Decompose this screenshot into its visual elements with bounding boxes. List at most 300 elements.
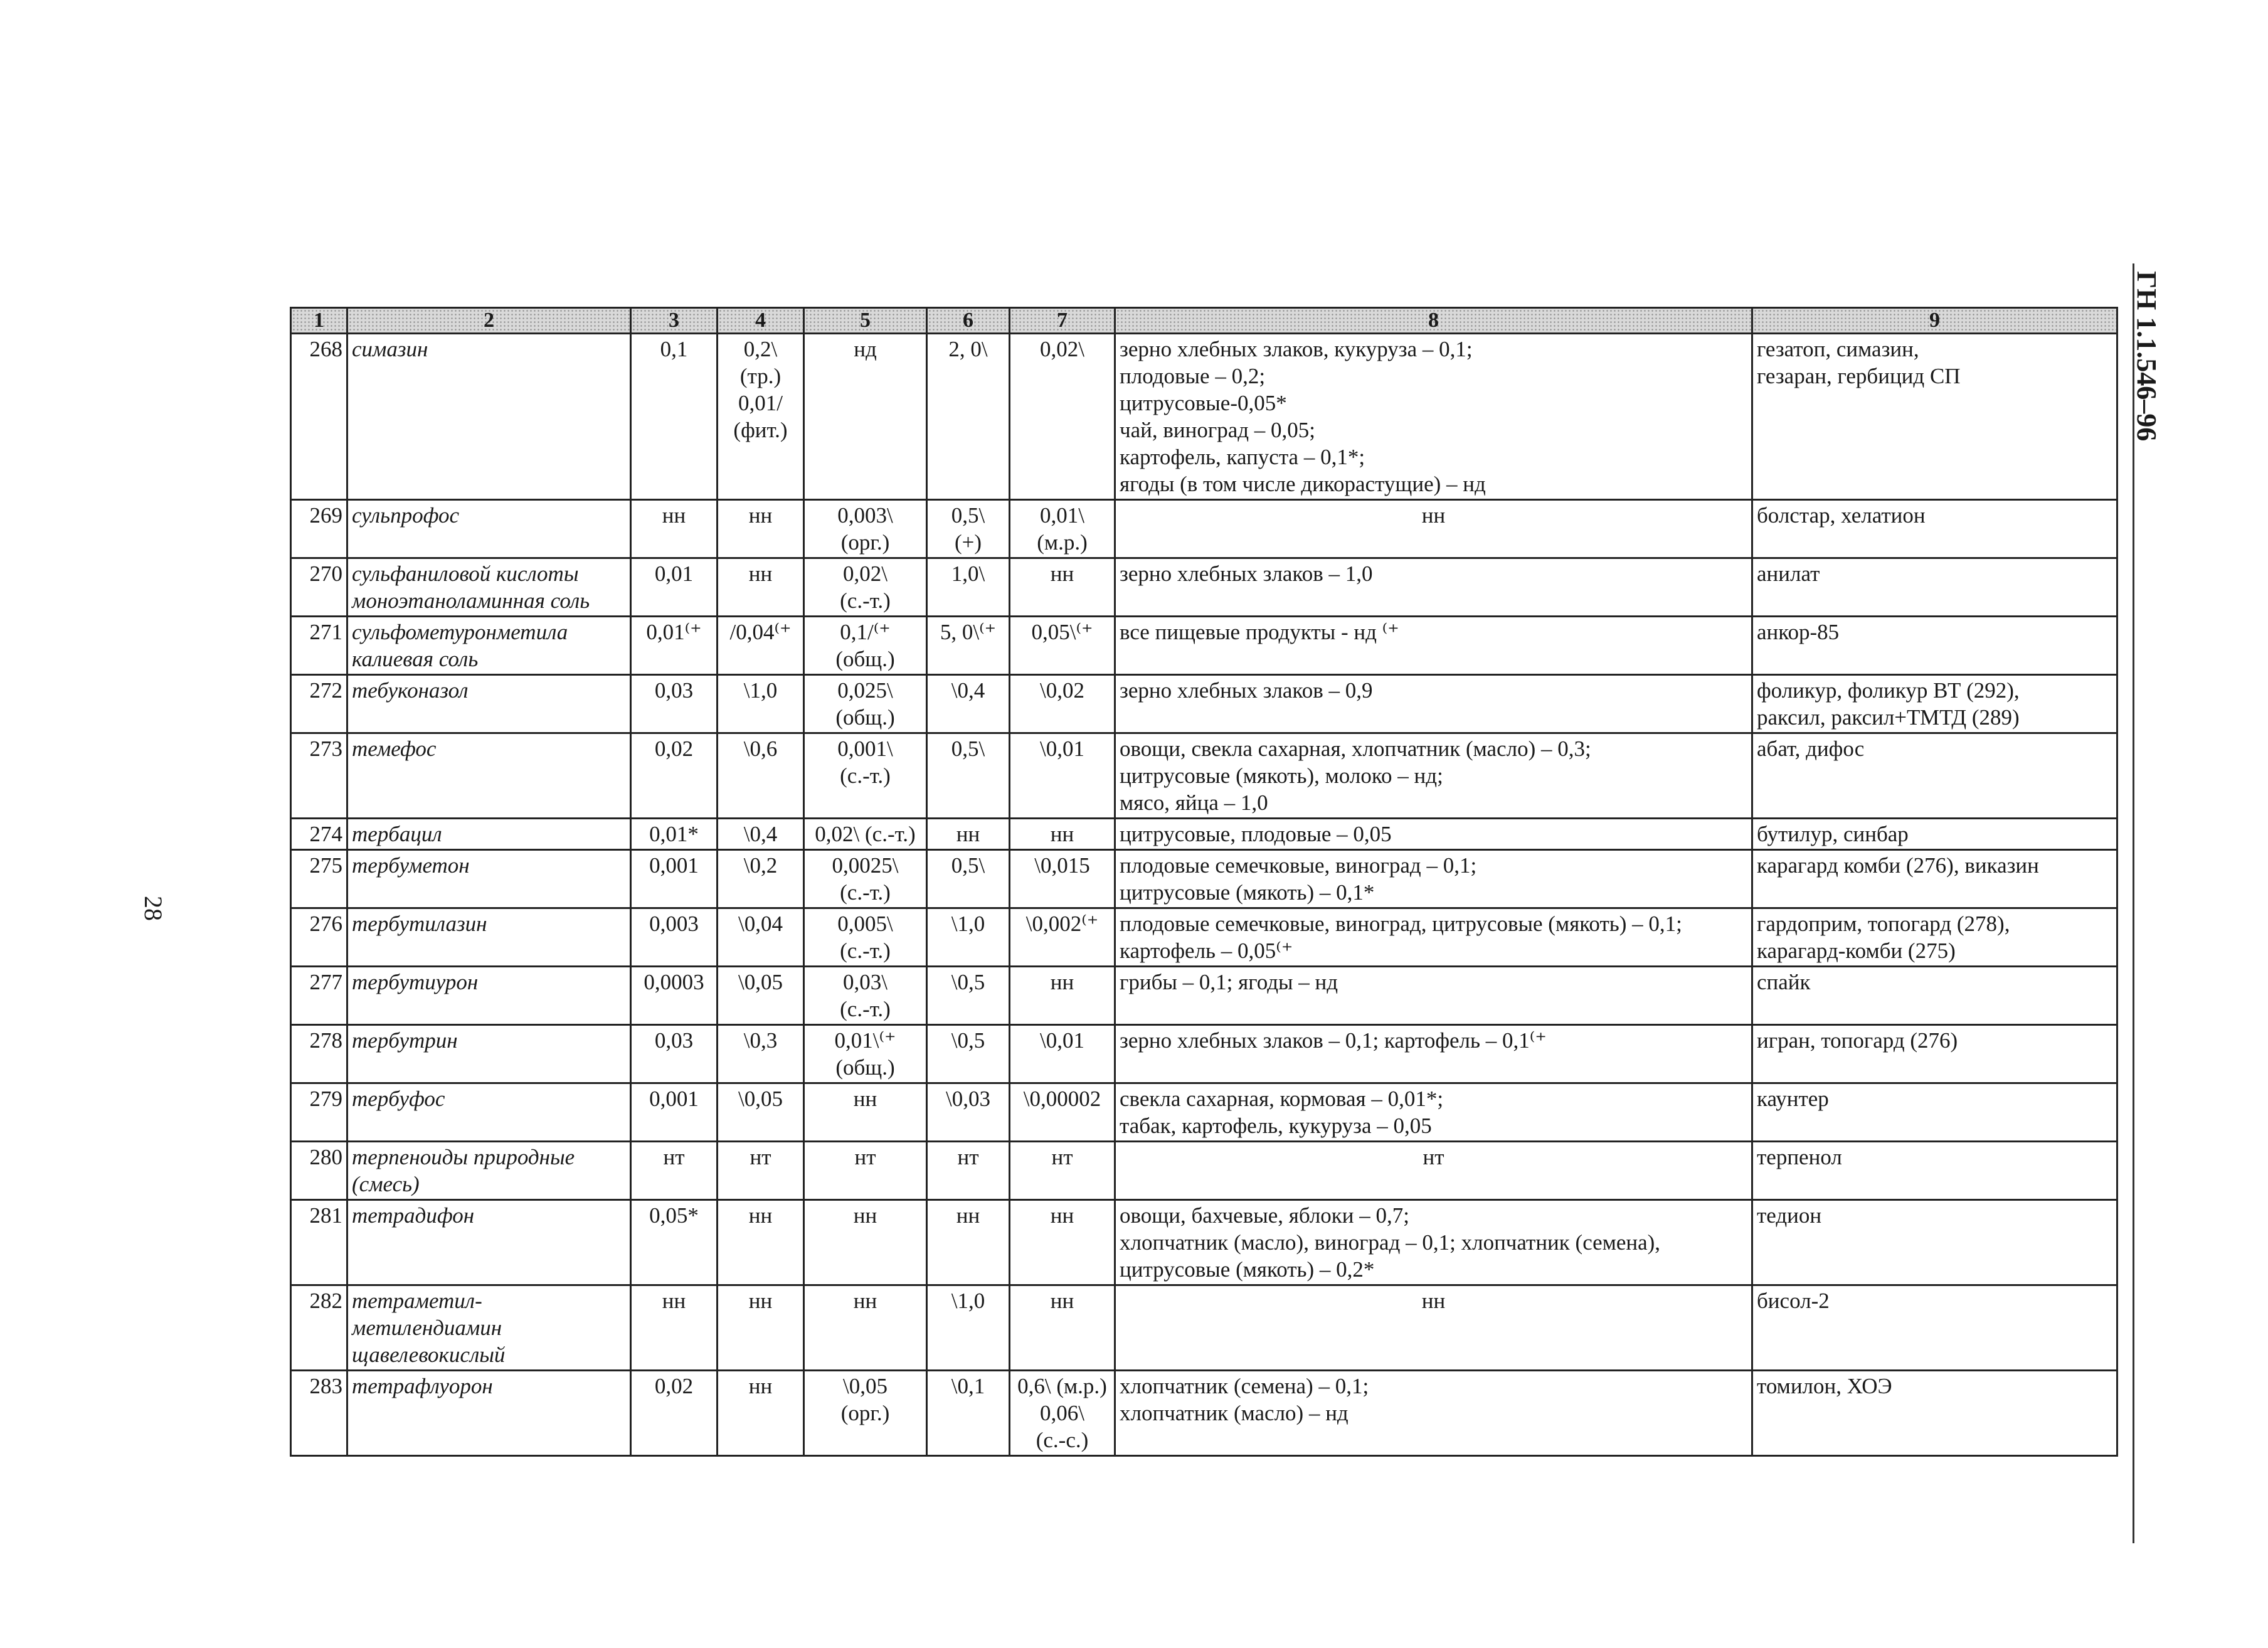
residue-limits (1115, 850, 1752, 908)
value-col-4-line: \0,2 (743, 853, 778, 878)
value-col-4 (718, 1142, 804, 1200)
value-col-7-line: \0,01 (1040, 1028, 1084, 1053)
row-number (291, 819, 347, 850)
value-col-3-line: 0,01⁽⁺ (646, 620, 702, 644)
table-row (291, 1083, 2117, 1142)
row-number (291, 850, 347, 908)
value-col-6-line: \1,0 (951, 1289, 985, 1313)
residue-limits-line: плодовые семечковые, виноград, цитрусовые (мякоть) – 0,1; (1120, 912, 1682, 936)
value-col-5 (804, 334, 927, 500)
row-number-line: 273 (309, 736, 342, 761)
value-col-4 (718, 558, 804, 617)
residue-limits (1115, 617, 1752, 675)
value-col-4 (718, 850, 804, 908)
value-col-6-line: 1,0\ (951, 561, 985, 586)
value-col-5-line: (с.-т.) (840, 588, 891, 613)
value-col-3-line: 0,02 (654, 1374, 694, 1398)
value-col-3 (631, 1285, 718, 1371)
header-row (291, 308, 2117, 334)
trade-names-line: карагард комби (276), виказин (1757, 853, 2039, 878)
row-number-line: 271 (309, 620, 342, 644)
value-col-5-line: нд (854, 337, 877, 361)
value-col-7 (1010, 908, 1115, 967)
value-col-7 (1010, 819, 1115, 850)
value-col-5-line: (с.-т.) (840, 997, 891, 1021)
value-col-4 (718, 733, 804, 819)
value-col-5-line: 0,02\ (с.-т.) (815, 822, 916, 846)
residue-limits (1115, 733, 1752, 819)
row-number-line: 275 (309, 853, 342, 878)
value-col-4-line: \0,3 (743, 1028, 778, 1053)
trade-names-line: спайк (1757, 970, 1811, 994)
value-col-7 (1010, 334, 1115, 500)
row-number-line: 276 (309, 912, 342, 936)
residue-limits-line: цитрусовые-0,05* (1120, 391, 1287, 415)
value-col-4-line: 0,2\ (743, 337, 778, 361)
residue-limits (1115, 1200, 1752, 1285)
residue-limits-line: плодовые семечковые, виноград – 0,1; (1120, 853, 1477, 878)
substance-name: тербутилазин (347, 908, 631, 967)
value-col-6-line: нт (957, 1145, 979, 1169)
residue-limits (1115, 908, 1752, 967)
value-col-7-line: \0,02 (1040, 678, 1084, 703)
column-header-9: 9 (1752, 308, 2117, 334)
value-col-3-line: 0,01* (649, 822, 699, 846)
value-col-7-line: нн (1050, 561, 1074, 586)
value-col-4 (718, 334, 804, 500)
value-col-5-line: (с.-т.) (840, 880, 891, 905)
trade-names (1752, 819, 2117, 850)
value-col-5 (804, 558, 927, 617)
residue-limits-line: зерно хлебных злаков, кукуруза – 0,1; (1120, 337, 1473, 361)
value-col-5-line: (общ.) (835, 647, 895, 671)
trade-names-line: бутилур, синбар (1757, 822, 1909, 846)
value-col-3 (631, 908, 718, 967)
residue-limits-line: овощи, свекла сахарная, хлопчатник (масло) – 0,3; (1120, 736, 1591, 761)
value-col-3 (631, 617, 718, 675)
value-col-5 (804, 1285, 927, 1371)
table-row (291, 675, 2117, 733)
value-col-6-line: 0,5\ (951, 736, 985, 761)
value-col-7-line: нн (1050, 970, 1074, 994)
row-number (291, 1285, 347, 1371)
trade-names-line: терпенол (1757, 1145, 1842, 1169)
substance-name: тербацил (347, 819, 631, 850)
value-col-6-line: нн (956, 822, 980, 846)
value-col-7 (1010, 1083, 1115, 1142)
substance-name: темефос (347, 733, 631, 819)
value-col-4 (718, 1371, 804, 1456)
trade-names (1752, 1200, 2117, 1285)
value-col-6-line: нн (956, 1203, 980, 1228)
value-col-6-line: 5, 0\⁽⁺ (940, 620, 997, 644)
value-col-7 (1010, 1200, 1115, 1285)
residue-limits-line: овощи, бахчевые, яблоки – 0,7; (1120, 1203, 1409, 1228)
value-col-6-line: \0,1 (951, 1374, 985, 1398)
column-header-7: 7 (1010, 308, 1115, 334)
row-number-line: 283 (309, 1374, 342, 1398)
row-number (291, 1083, 347, 1142)
value-col-5-line: (с.-т.) (840, 763, 891, 788)
value-col-6 (927, 1083, 1010, 1142)
value-col-4-line: \0,04 (738, 912, 783, 936)
value-col-5-line: 0,0025\ (832, 853, 899, 878)
residue-limits (1115, 1371, 1752, 1456)
value-col-4-line: нн (748, 561, 773, 586)
substance-name: тербуметон (347, 850, 631, 908)
substance-name: тетрадифон (347, 1200, 631, 1285)
residue-limits-line: все пищевые продукты - нд ⁽⁺ (1120, 620, 1399, 644)
value-col-6 (927, 1285, 1010, 1371)
value-col-4-line: \0,4 (743, 822, 778, 846)
value-col-7-line: \0,01 (1040, 736, 1084, 761)
substance-name: сульфометуронметила калиевая соль (347, 617, 631, 675)
value-col-7 (1010, 1285, 1115, 1371)
trade-names (1752, 1142, 2117, 1200)
trade-names-line: каунтер (1757, 1087, 1829, 1111)
value-col-7 (1010, 1142, 1115, 1200)
trade-names (1752, 733, 2117, 819)
residue-limits-line: мясо, яйца – 1,0 (1120, 790, 1268, 815)
row-number (291, 334, 347, 500)
residue-limits (1115, 819, 1752, 850)
value-col-3-line: 0,03 (654, 678, 694, 703)
trade-names-line: раксил, раксил+ТМТД (289) (1757, 705, 2020, 730)
substance-name: тетраметил-метилендиамин щавелевокислый (347, 1285, 631, 1371)
value-col-3 (631, 558, 718, 617)
residue-limits-line: свекла сахарная, кормовая – 0,01*; (1120, 1087, 1444, 1111)
residue-limits-line: табак, картофель, кукуруза – 0,05 (1120, 1114, 1432, 1138)
trade-names (1752, 1285, 2117, 1371)
column-header-1: 1 (291, 308, 347, 334)
value-col-6 (927, 1371, 1010, 1456)
substance-name: симазин (347, 334, 631, 500)
residue-limits (1115, 1025, 1752, 1083)
trade-names-line: болстар, хелатион (1757, 503, 1926, 528)
residue-limits (1115, 1083, 1752, 1142)
residue-limits-line: цитрусовые (мякоть) – 0,2* (1120, 1257, 1375, 1282)
value-col-7-line: \0,00002 (1023, 1087, 1101, 1111)
value-col-4-line: \0,6 (743, 736, 778, 761)
table-row (291, 819, 2117, 850)
row-number-line: 270 (309, 561, 342, 586)
value-col-5 (804, 1200, 927, 1285)
value-col-5-line: нн (853, 1087, 877, 1111)
value-col-3 (631, 967, 718, 1025)
value-col-5 (804, 1083, 927, 1142)
value-col-5 (804, 819, 927, 850)
residue-limits (1115, 334, 1752, 500)
value-col-7-line: \0,015 (1034, 853, 1090, 878)
residue-limits-line: ягоды (в том числе дикорастущие) – нд (1120, 472, 1486, 496)
residue-limits-line: цитрусовые, плодовые – 0,05 (1120, 822, 1392, 846)
value-col-4 (718, 1025, 804, 1083)
value-col-3 (631, 334, 718, 500)
table-row (291, 850, 2117, 908)
value-col-6 (927, 908, 1010, 967)
table-row (291, 1142, 2117, 1200)
value-col-7 (1010, 675, 1115, 733)
table-row (291, 733, 2117, 819)
trade-names (1752, 967, 2117, 1025)
value-col-3 (631, 733, 718, 819)
value-col-5-line: (с.-т.) (840, 938, 891, 963)
value-col-3 (631, 675, 718, 733)
value-col-6 (927, 617, 1010, 675)
value-col-7-line: 0,02\ (1040, 337, 1084, 361)
table-row (291, 908, 2117, 967)
value-col-4 (718, 1200, 804, 1285)
value-col-7 (1010, 617, 1115, 675)
value-col-6-line: (+) (954, 530, 982, 555)
residue-limits-line: плодовые – 0,2; (1120, 364, 1266, 388)
substance-name: тербуфос (347, 1083, 631, 1142)
value-col-5 (804, 1142, 927, 1200)
value-col-6 (927, 558, 1010, 617)
row-number-line: 268 (309, 337, 342, 361)
value-col-4-line: (фит.) (733, 418, 788, 442)
substance-name: тебуконазол (347, 675, 631, 733)
value-col-7 (1010, 733, 1115, 819)
value-col-5-line: \0,05 (843, 1374, 888, 1398)
table-row (291, 967, 2117, 1025)
value-col-5-line: (общ.) (835, 705, 895, 730)
trade-names-line: бисол-2 (1757, 1289, 1830, 1313)
row-number-line: 281 (309, 1203, 342, 1228)
row-number-line: 269 (309, 503, 342, 528)
substance-name: тетрафлуорон (347, 1371, 631, 1456)
value-col-6 (927, 733, 1010, 819)
value-col-6-line: \0,03 (946, 1087, 990, 1111)
substance-name: терпеноиды природные (смесь) (347, 1142, 631, 1200)
row-number (291, 1025, 347, 1083)
value-col-6 (927, 1025, 1010, 1083)
value-col-4-line: нн (748, 503, 773, 528)
row-number (291, 617, 347, 675)
value-col-3 (631, 1371, 718, 1456)
row-number (291, 1200, 347, 1285)
column-header-6: 6 (927, 308, 1010, 334)
trade-names-line: анилат (1757, 561, 1820, 586)
residue-limits-line: картофель, капуста – 0,1*; (1120, 445, 1365, 469)
residue-limits-line: грибы – 0,1; ягоды – нд (1120, 970, 1338, 994)
value-col-5-line: (орг.) (840, 530, 890, 555)
residue-limits-line: цитрусовые (мякоть), молоко – нд; (1120, 763, 1443, 788)
value-col-4 (718, 675, 804, 733)
trade-names (1752, 1371, 2117, 1456)
value-col-5 (804, 967, 927, 1025)
value-col-3-line: 0,001 (649, 853, 699, 878)
trade-names-line: тедион (1757, 1203, 1822, 1228)
substance-name: сульфаниловой кислоты моноэтаноламинная соль (347, 558, 631, 617)
residue-limits-line: хлопчатник (масло), виноград – 0,1; хлопчатник (семена), (1120, 1230, 1661, 1255)
value-col-6-line: 0,5\ (951, 503, 985, 528)
value-col-3-line: 0,1 (660, 337, 688, 361)
value-col-4-line: нн (748, 1374, 773, 1398)
value-col-4-line: \1,0 (743, 678, 778, 703)
row-number (291, 908, 347, 967)
trade-names (1752, 850, 2117, 908)
value-col-5 (804, 850, 927, 908)
trade-names-line: гардоприм, топогард (278), (1757, 912, 2010, 936)
value-col-4 (718, 967, 804, 1025)
value-col-5-line: 0,03\ (843, 970, 888, 994)
column-header-3: 3 (631, 308, 718, 334)
value-col-7-line: (с.-с.) (1036, 1428, 1089, 1452)
value-col-5-line: нт (854, 1145, 876, 1169)
value-col-7 (1010, 1025, 1115, 1083)
value-col-4-line: \0,05 (738, 1087, 783, 1111)
value-col-3-line: 0,05* (649, 1203, 699, 1228)
column-header-2: 2 (347, 308, 631, 334)
residue-limits-line: картофель – 0,05⁽⁺ (1120, 938, 1293, 963)
row-number (291, 967, 347, 1025)
trade-names-line: томилон, ХОЭ (1757, 1374, 1892, 1398)
value-col-3-line: 0,02 (654, 736, 694, 761)
residue-limits-line: нт (1423, 1145, 1444, 1169)
residue-limits-line: нн (1421, 503, 1446, 528)
trade-names (1752, 558, 2117, 617)
residue-limits-line: хлопчатник (масло) – нд (1120, 1401, 1349, 1425)
row-number (291, 558, 347, 617)
value-col-7-line: нн (1050, 822, 1074, 846)
value-col-3 (631, 850, 718, 908)
table-row (291, 1371, 2117, 1456)
trade-names (1752, 617, 2117, 675)
value-col-3-line: 0,003 (649, 912, 699, 936)
data-table (290, 307, 2118, 1457)
residue-limits-line: зерно хлебных злаков – 0,1; картофель – 0,1⁽⁺ (1120, 1028, 1547, 1053)
value-col-6-line: \0,5 (951, 1028, 985, 1053)
trade-names (1752, 334, 2117, 500)
row-number (291, 1371, 347, 1456)
value-col-7-line: \0,002⁽⁺ (1025, 912, 1099, 936)
trade-names (1752, 1025, 2117, 1083)
trade-names (1752, 1083, 2117, 1142)
table-row (291, 1200, 2117, 1285)
value-col-7-line: 0,6\ (м.р.) (1017, 1374, 1107, 1398)
value-col-7 (1010, 1371, 1115, 1456)
value-col-4 (718, 819, 804, 850)
value-col-7 (1010, 967, 1115, 1025)
value-col-4-line: \0,05 (738, 970, 783, 994)
trade-names (1752, 908, 2117, 967)
value-col-3 (631, 1083, 718, 1142)
value-col-7-line: нн (1050, 1203, 1074, 1228)
value-col-6 (927, 500, 1010, 558)
value-col-6-line: \0,4 (951, 678, 985, 703)
trade-names (1752, 675, 2117, 733)
trade-names (1752, 500, 2117, 558)
value-col-4 (718, 1083, 804, 1142)
residue-limits-line: зерно хлебных злаков – 1,0 (1120, 561, 1373, 586)
value-col-3 (631, 1200, 718, 1285)
row-number-line: 280 (309, 1145, 342, 1169)
residue-limits-line: нн (1421, 1289, 1446, 1313)
value-col-3-line: нт (663, 1145, 685, 1169)
table-row (291, 558, 2117, 617)
table-row (291, 617, 2117, 675)
value-col-3 (631, 1142, 718, 1200)
residue-limits-line: цитрусовые (мякоть) – 0,1* (1120, 880, 1375, 905)
value-col-4-line: нт (750, 1145, 771, 1169)
page-number: 28 (139, 896, 167, 921)
value-col-4-line: (тр.) (739, 364, 782, 388)
value-col-7 (1010, 850, 1115, 908)
trade-names-line: абат, дифос (1757, 736, 1865, 761)
trade-names-line: фоликур, фоликур ВТ (292), (1757, 678, 2020, 703)
value-col-5 (804, 617, 927, 675)
row-number (291, 500, 347, 558)
value-col-5-line: нн (853, 1203, 877, 1228)
value-col-7 (1010, 558, 1115, 617)
value-col-6-line: \0,5 (951, 970, 985, 994)
value-col-4-line: 0,01/ (738, 391, 783, 415)
value-col-6 (927, 850, 1010, 908)
value-col-4 (718, 617, 804, 675)
row-number (291, 1142, 347, 1200)
trade-names-line: гезатоп, симазин, (1757, 337, 1919, 361)
value-col-5-line: (общ.) (835, 1055, 895, 1080)
residue-limits-line: зерно хлебных злаков – 0,9 (1120, 678, 1373, 703)
value-col-5-line: 0,005\ (837, 912, 893, 936)
residue-limits (1115, 967, 1752, 1025)
table-body (291, 334, 2117, 1456)
value-col-7-line: нн (1050, 1289, 1074, 1313)
substance-name: тербутрин (347, 1025, 631, 1083)
column-header-5: 5 (804, 308, 927, 334)
value-col-3-line: нн (662, 1289, 686, 1313)
value-col-7-line: 0,01\ (1040, 503, 1084, 528)
value-col-6 (927, 819, 1010, 850)
value-col-4 (718, 500, 804, 558)
value-col-5-line: 0,02\ (843, 561, 888, 586)
residue-limits (1115, 558, 1752, 617)
row-number-line: 277 (309, 970, 342, 994)
value-col-5 (804, 733, 927, 819)
header-rule (2133, 263, 2134, 1543)
table-row (291, 1025, 2117, 1083)
column-header-8: 8 (1115, 308, 1752, 334)
value-col-5-line: 0,001\ (837, 736, 893, 761)
value-col-7-line: нт (1051, 1145, 1073, 1169)
value-col-6 (927, 1142, 1010, 1200)
row-number (291, 675, 347, 733)
residue-limits (1115, 675, 1752, 733)
table-row (291, 1285, 2117, 1371)
value-col-6-line: 2, 0\ (948, 337, 988, 361)
residue-limits (1115, 1142, 1752, 1200)
row-number-line: 282 (309, 1289, 342, 1313)
value-col-6 (927, 675, 1010, 733)
value-col-7-line: 0,05\⁽⁺ (1031, 620, 1093, 644)
value-col-7 (1010, 500, 1115, 558)
value-col-5-line: 0,1/⁽⁺ (840, 620, 891, 644)
value-col-5 (804, 675, 927, 733)
value-col-3 (631, 500, 718, 558)
value-col-5 (804, 1025, 927, 1083)
value-col-4-line: нн (748, 1203, 773, 1228)
value-col-3-line: 0,03 (654, 1028, 694, 1053)
trade-names-line: игран, топогард (276) (1757, 1028, 1958, 1053)
value-col-5-line: (орг.) (840, 1401, 890, 1425)
trade-names-line: карагард-комби (275) (1757, 938, 1956, 963)
row-number-line: 279 (309, 1087, 342, 1111)
value-col-3 (631, 1025, 718, 1083)
value-col-4-line: /0,04⁽⁺ (729, 620, 792, 644)
value-col-4 (718, 908, 804, 967)
value-col-6 (927, 334, 1010, 500)
